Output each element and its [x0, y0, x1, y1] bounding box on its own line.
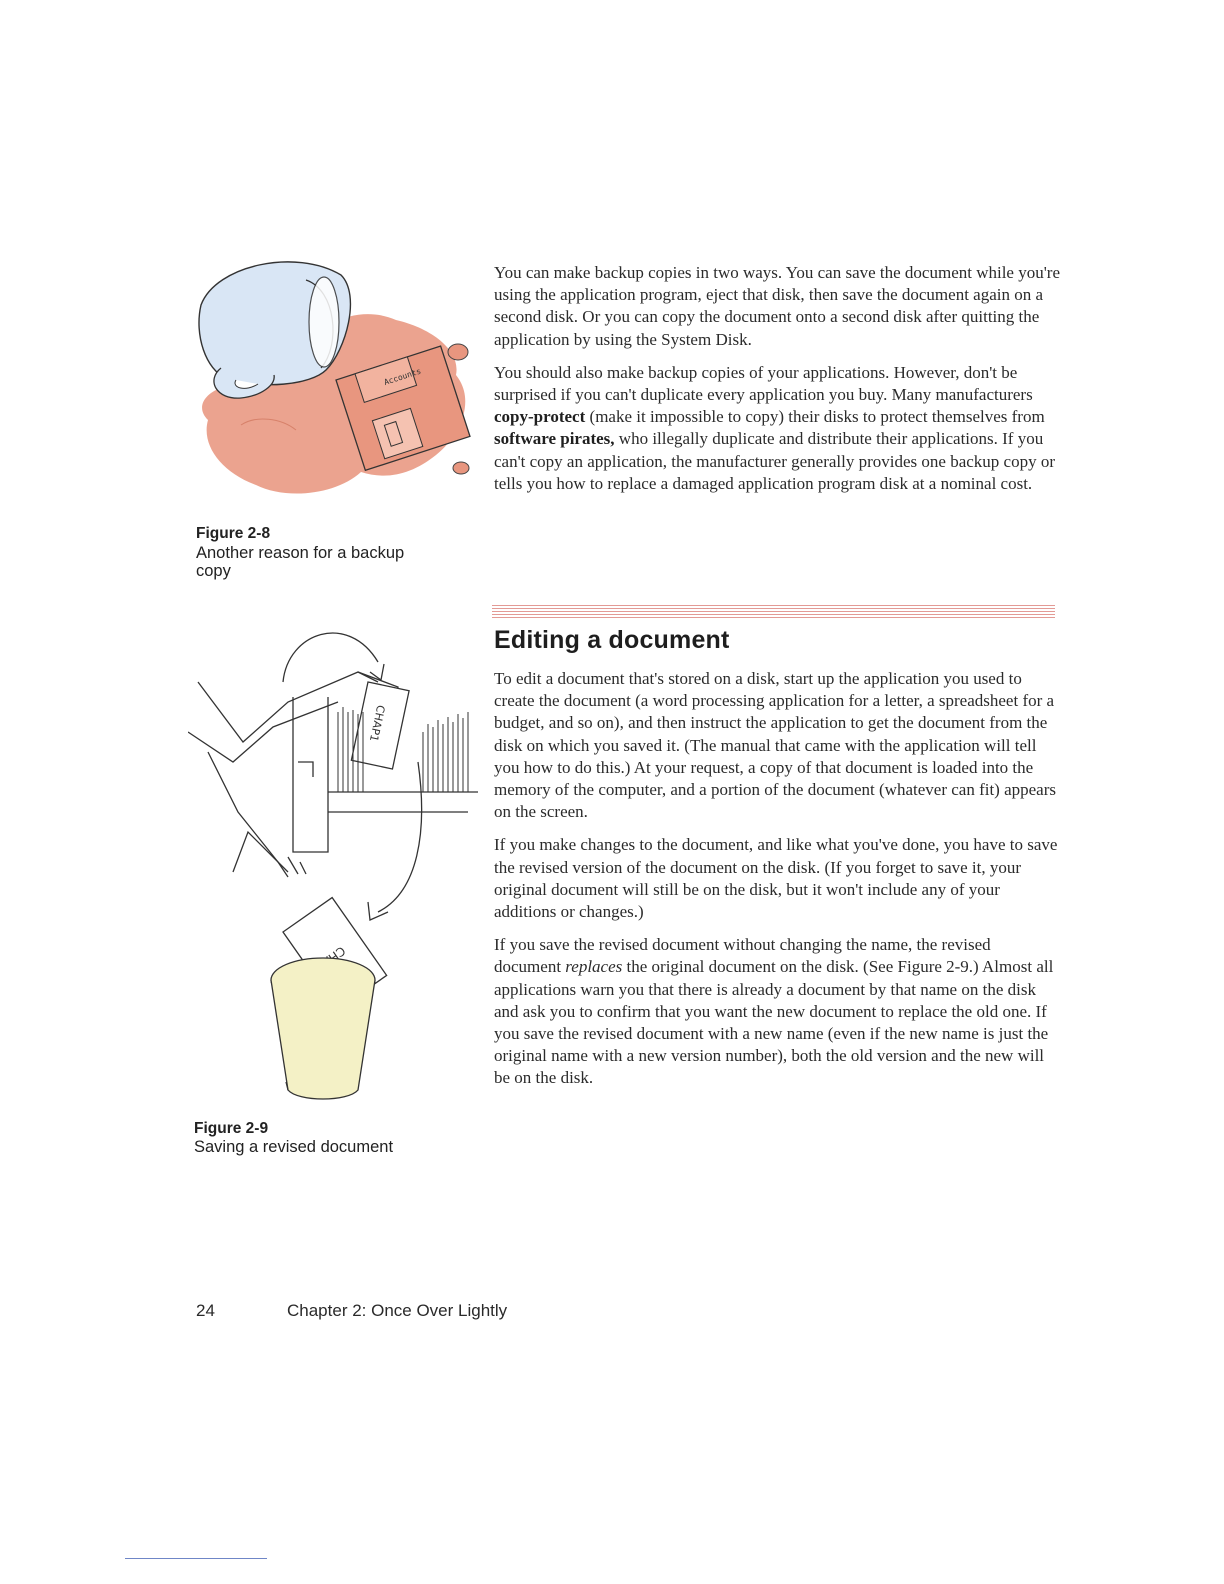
paragraph: [494, 362, 1060, 495]
section-rule: [492, 605, 1055, 619]
text-run: (make it impossible to copy) their disks to protect themselves from: [585, 407, 1045, 427]
term-software-pirates: software pirates,: [494, 429, 615, 449]
bottom-divider: [125, 1558, 267, 1559]
folder-label: CHAP1: [366, 703, 388, 743]
figure-2-8-illustration: [186, 250, 476, 520]
section-editing-text: [494, 668, 1060, 1101]
coffee-mug-spilling-on-disk-icon: [186, 250, 476, 520]
section-backup-text: [494, 262, 1060, 506]
filing-folder-into-trash-icon: [188, 612, 478, 1112]
text-run: who illegally duplicate and distribute their applications. If you can't copy an application, the manufacturer generally provides one backup copy or tells you how to replace a damaged application program disk at a nominal cost.: [494, 429, 1056, 493]
text-run: the original document on the disk. (See Figure 2-9.) Almost all applications warn you that there is already a document by that name on the disk and ask you to confirm that you want the new document to replace the old one. If you save the revised document with a new name (even if the new name is just the original name with a new version number), both the old version and the new will be on the disk.: [494, 957, 1054, 1088]
text-run: You should also make backup copies of your applications. However, don't be surprised if you can't duplicate every application you buy. Many manufacturers: [494, 362, 1033, 405]
disk-scribble: Accounts: [382, 366, 423, 388]
paragraph: To edit a document that's stored on a disk, start up the application you used to create the document (a word processing application for a letter, a spreadsheet for a budget, and so on), and then instruct the application to get the document from the disk on which you saved it. (The manual that came with the application will tell you how to do this.) At your request, a copy of that document is loaded into the memory of the computer, and a portion of the document (whatever can fit) appears on the screen.: [494, 669, 1056, 822]
term-replaces: replaces: [565, 957, 623, 977]
chapter-title: Chapter 2: Once Over Lightly: [287, 1301, 508, 1320]
figure-2-8-caption-line2: copy: [196, 562, 231, 580]
paragraph: You can make backup copies in two ways. You can save the document while you're using the application program, eject that disk, then save the document again on a second disk. Or you can copy the document onto a second disk after quitting the application by using the System Disk.: [494, 263, 1060, 349]
figure-2-8-caption: [196, 544, 456, 580]
figure-2-9-illustration: [188, 612, 478, 1112]
term-copy-protect: copy-protect: [494, 407, 586, 427]
paragraph: [494, 934, 1060, 1089]
figure-2-9-number: Figure 2-9: [194, 1120, 269, 1137]
page-number: 24: [196, 1301, 215, 1320]
figure-2-8-caption-line1: Another reason for a backup: [196, 544, 405, 562]
section-heading: Editing a document: [494, 626, 730, 654]
figure-2-9-caption: Saving a revised document: [194, 1138, 394, 1156]
figure-2-8-number: Figure 2-8: [196, 525, 271, 542]
text-run: If you save the revised document without changing the name, the revised document: [494, 935, 991, 977]
paragraph: If you make changes to the document, and like what you've done, you have to save the revised version of the document on the disk. (If you forget to save it, your original document will still be on the disk, but it won't include any of your additions or changes.): [494, 835, 1058, 922]
